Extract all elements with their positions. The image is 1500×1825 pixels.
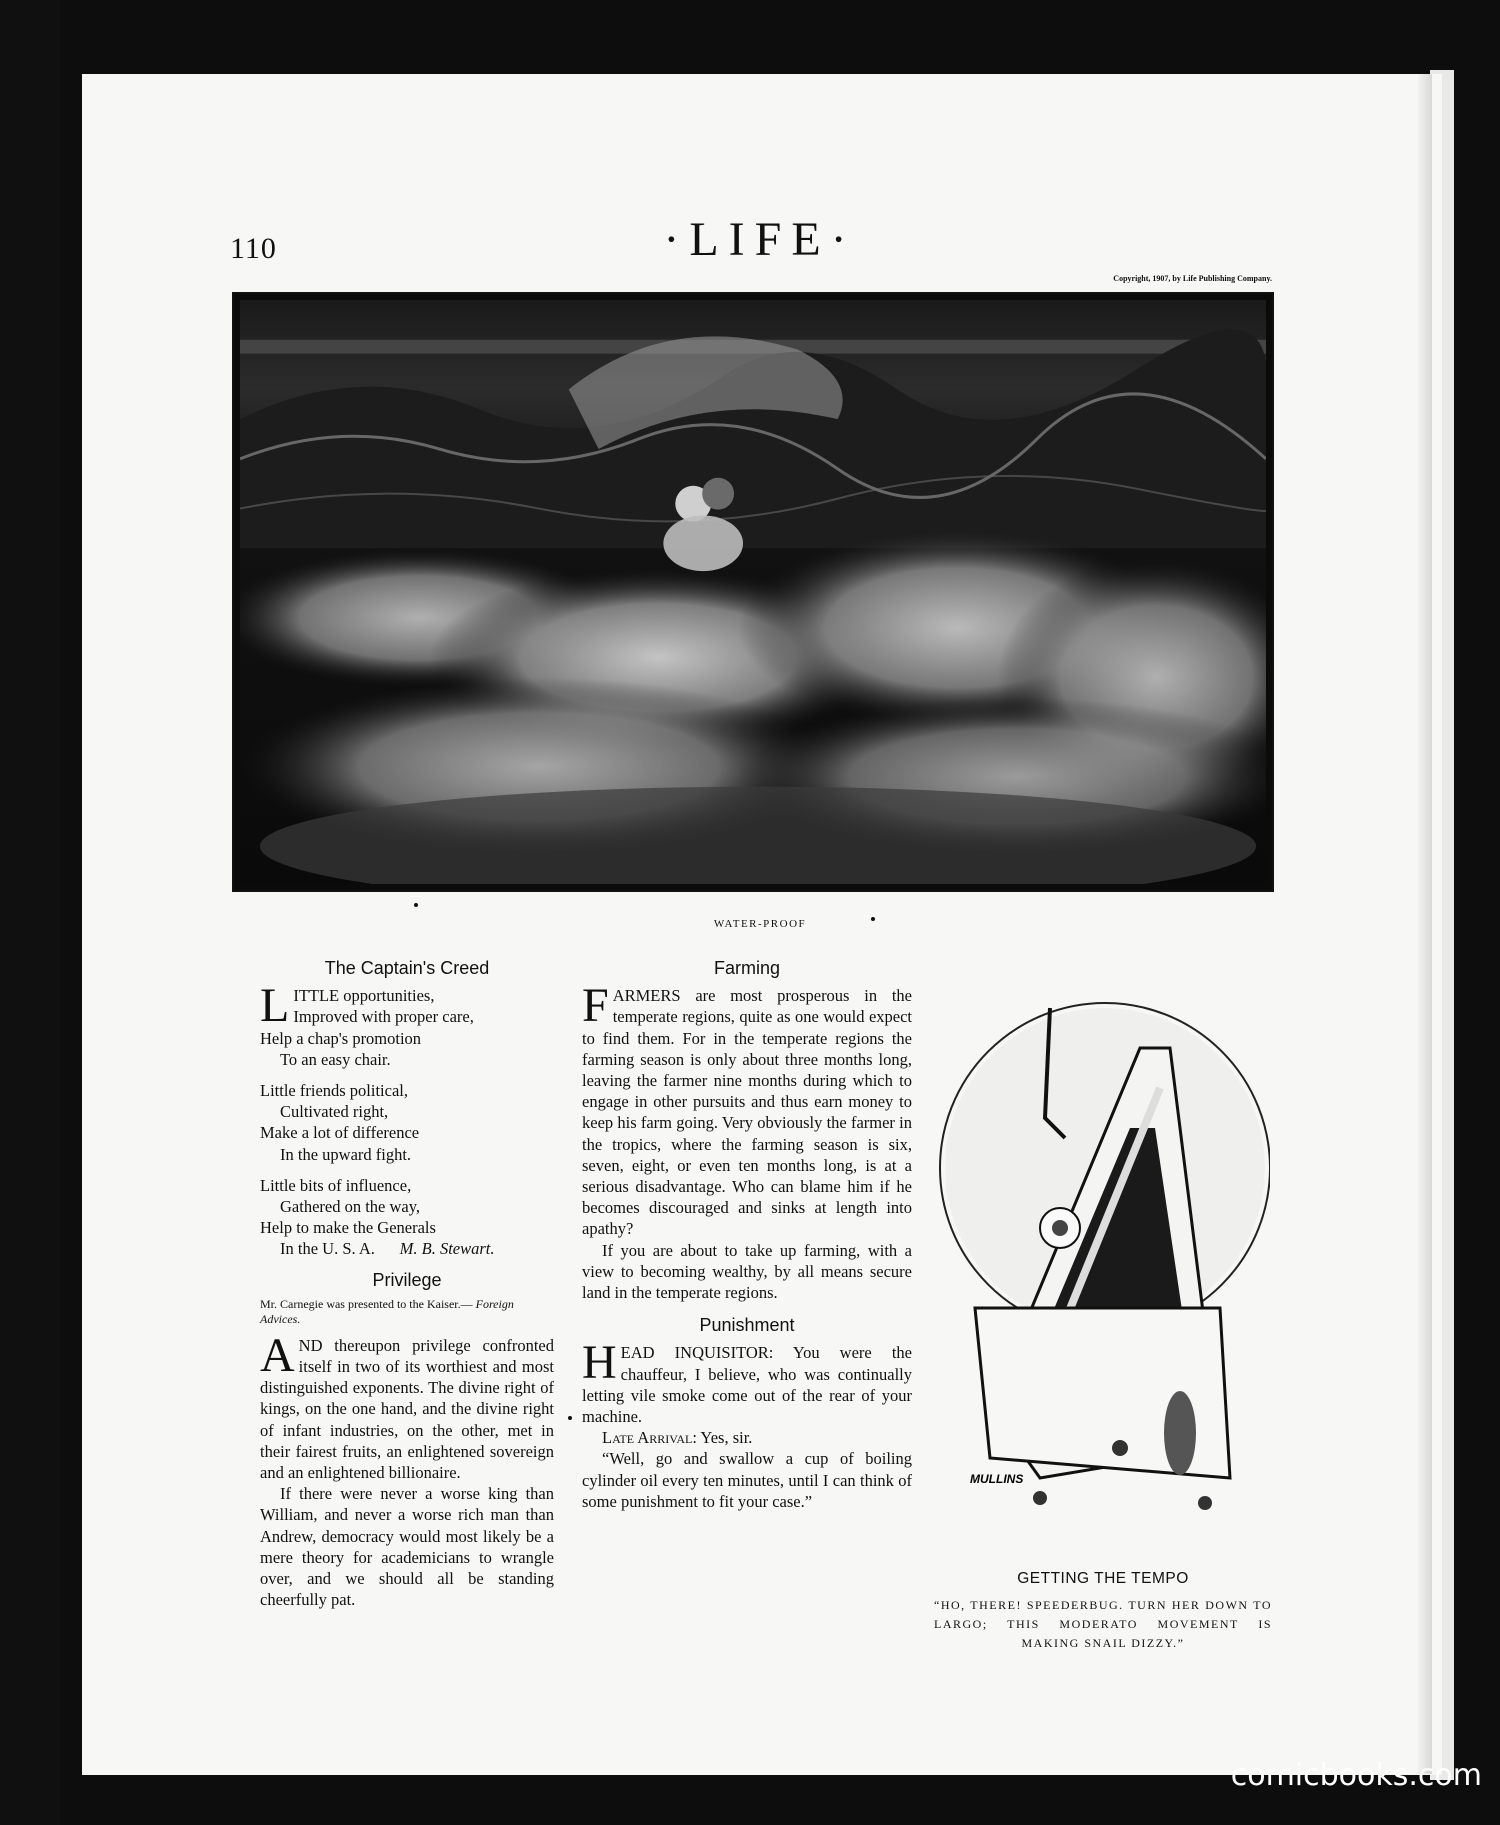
farming-dropcap: F [582, 979, 609, 1033]
left-column [260, 958, 554, 1610]
cartoon-caption: “HO, THERE! SPEEDERBUG. TURN HER DOWN TO LARGO; THIS MODERATO MOVEMENT IS MAKING SNAIL DIZZY.” [934, 1598, 1272, 1650]
seascape-illustration [232, 292, 1274, 892]
epigraph-source: Foreign Advices. [260, 1296, 514, 1326]
poem-title: The Captain's Creed [324, 958, 490, 978]
punishment-dropcap: H [582, 1336, 617, 1390]
privilege-epigraph [260, 1297, 554, 1327]
poem-line-last [260, 1238, 554, 1259]
poem-dropcap: L [260, 979, 290, 1033]
epigraph-text: Mr. Carnegie was presented to the Kaiser.— [260, 1296, 473, 1311]
privilege-paragraph-2: If there were never a worse king than William, and never a worse rich man than Andrew, democracy would most likely be a mere theory for academicians to wrangle over, and we should all be standing cheerfully pat. [260, 1484, 554, 1610]
article-title-privilege: Privilege [372, 1269, 442, 1290]
poem-signature: M. B. Stewart. [399, 1239, 495, 1259]
punishment-paragraph-1 [582, 1336, 912, 1427]
punishment-paragraph-1-text: EAD INQUISITOR: You were the chauffeur, I believe, who was continually letting vile smoke come out of the rear of your machine. [582, 1343, 912, 1427]
metronome-drawing [930, 978, 1270, 1518]
punishment-paragraph-3: “Well, go and swallow a cup of boiling cylinder oil every ten minutes, until I can think of some punishment to fit your case.” [582, 1449, 912, 1511]
page-gutter-shadow [1418, 74, 1432, 1774]
poem-stanza-2 [260, 1080, 554, 1165]
print-speck [414, 903, 418, 907]
masthead-title: ·LIFE· [663, 213, 857, 266]
poem-line: Little bits of influence, [260, 1175, 412, 1195]
metronome-cartoon [930, 978, 1270, 1518]
punishment-paragraph-2 [582, 1427, 912, 1448]
print-speck [871, 917, 875, 921]
poem-line: Help a chap's promotion [260, 1028, 422, 1048]
article-title-farming: Farming [713, 958, 780, 978]
stormy-waves-image [240, 300, 1266, 884]
privilege-dropcap: A [260, 1328, 295, 1382]
poem-stanza-3 [260, 1175, 554, 1260]
cartoon-title: GETTING THE TEMPO [1017, 1570, 1189, 1587]
farming-paragraph-2: If you are about to take up farming, with a view to becoming wealthy, by all means secure land in the temperate regions. [582, 1240, 912, 1303]
illustration-caption: WATER-PROOF [713, 918, 807, 930]
punishment-reply: Yes, sir. [696, 1428, 753, 1448]
poem-line: Help to make the Generals [260, 1218, 436, 1238]
middle-column [582, 958, 912, 1512]
poem-line: Little friends political, [260, 1081, 409, 1101]
poem-line: Cultivated right, [280, 1102, 389, 1122]
poem-line: Gathered on the way, [280, 1197, 421, 1217]
article-title-punishment: Punishment [699, 1315, 795, 1336]
site-watermark: comicbooks.com [1230, 1758, 1482, 1793]
print-speck [568, 1416, 572, 1420]
punishment-speaker: Late Arrival: [602, 1428, 697, 1448]
poem-line: ITTLE opportunities, [293, 986, 435, 1006]
poem-line: Improved with proper care, [293, 1007, 474, 1027]
poem-line: To an easy chair. [280, 1049, 391, 1069]
privilege-paragraph-1 [260, 1328, 554, 1483]
scan-border-left [0, 0, 60, 1825]
poem-line-text: In the U. S. A. [280, 1239, 375, 1259]
farming-paragraph-1-text: ARMERS are most prosperous in the temperate regions, quite as one would expect to find them. For in the temperate regions the farming season is only about three months long, leaving the farmer nine months during which to engage in other pursuits and thus earn money to keep his farm going. Very obviously the farmer in the tropics, where the farming season is six, seven, eight, or even ten months long, is at a serious disadvantage. Who can blame him if he becomes discouraged and sinks at length into apathy? [582, 986, 912, 1239]
artist-signature: MULLINS [970, 1472, 1024, 1486]
poem-stanza-1 [260, 979, 554, 1070]
poem-line: In the upward fight. [280, 1144, 412, 1164]
privilege-paragraph-1-text: ND thereupon privilege confronted itself in two of its worthiest and most distinguished exponents. The divine right of kings, on the one hand, and the divine right of infant industries, on the other, met in their fairest fruits, an enlightened sovereign and an enlightened billionaire. [260, 1335, 554, 1483]
poem-line: Make a lot of difference [260, 1123, 420, 1143]
farming-paragraph-1 [582, 979, 912, 1239]
page-number: 110 [230, 232, 277, 265]
copyright-notice: Copyright, 1907, by Life Publishing Company. [1113, 274, 1272, 283]
